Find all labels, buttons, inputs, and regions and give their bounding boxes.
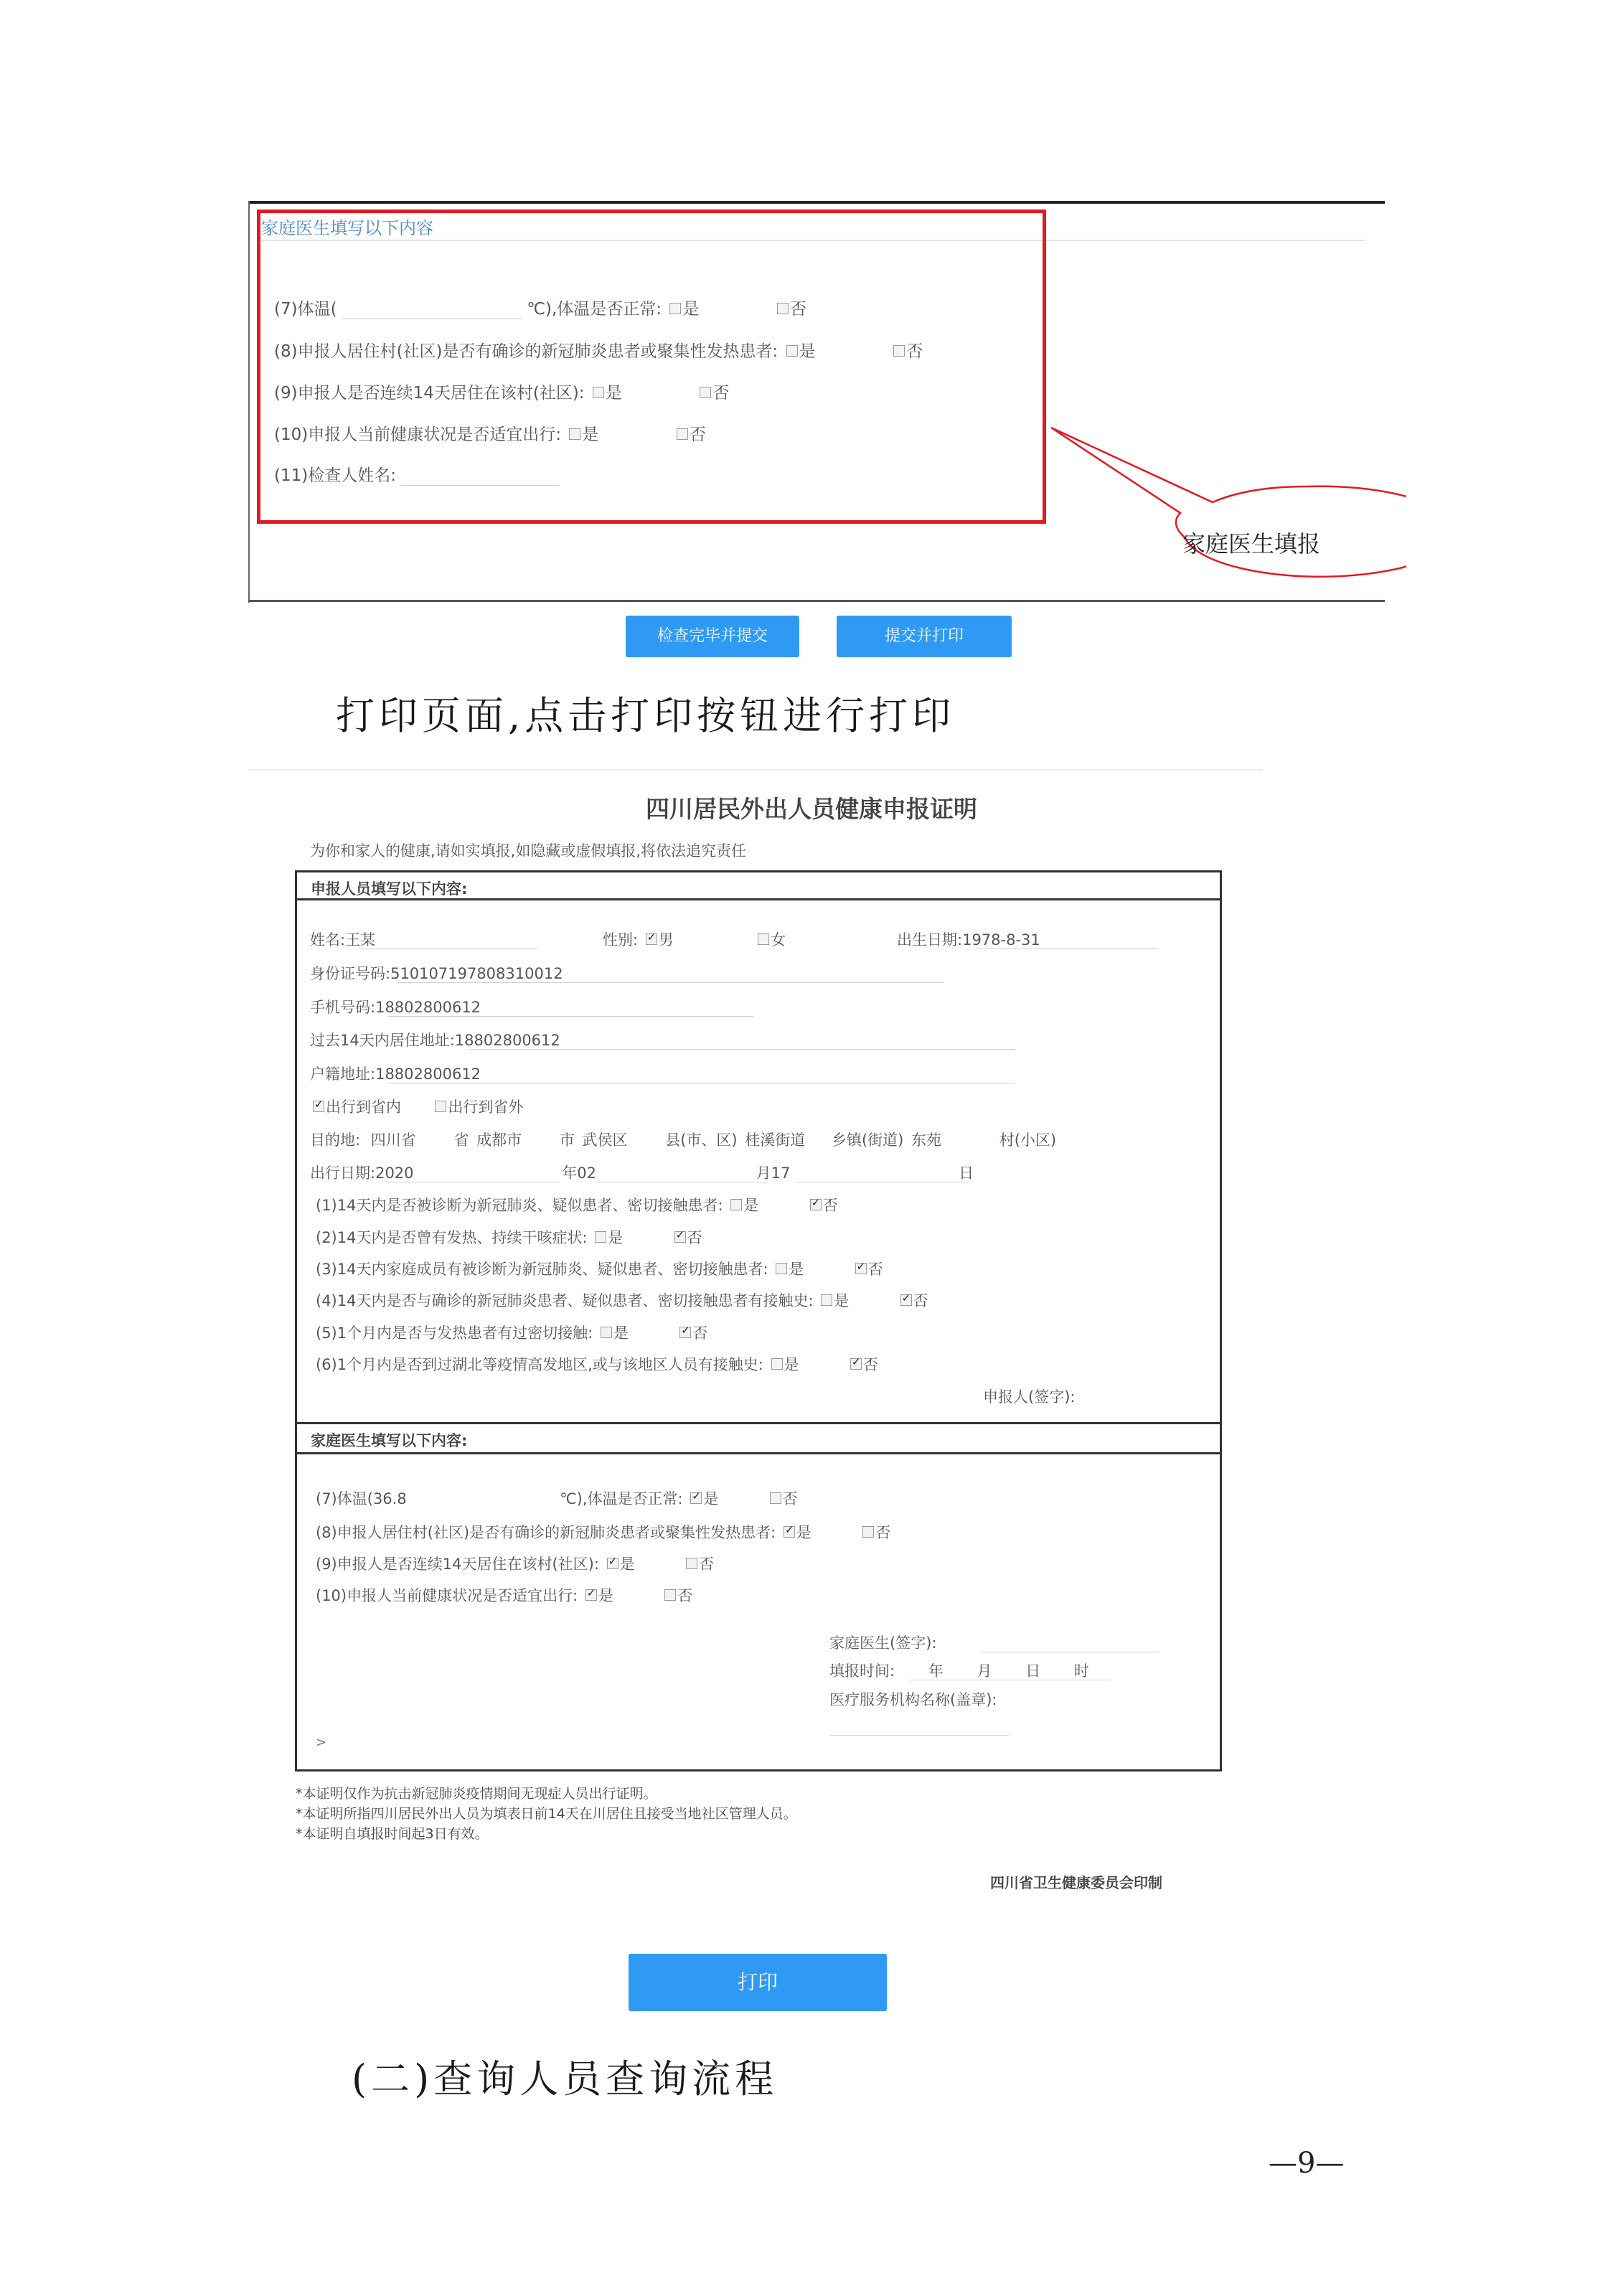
female-checkbox[interactable] [758,933,769,945]
fill-time: 填报时间: 年 月 日 时 [829,1662,1089,1680]
issuer-label: 四川省卫生健康委员会印制 [990,1874,1162,1891]
doctor-q8: (8)申报人居住村(社区)是否有确诊的新冠肺炎患者或聚集性发热患者: ✓ 是 否 [316,1521,890,1543]
doctor-section-header: 家庭医生填写以下内容: [295,1422,1222,1454]
address14-underline [470,1049,1015,1050]
male-checkbox[interactable] [646,933,657,945]
certificate-warning: 为你和家人的健康,请如实填报,如隐藏或虚假填报,将依法追究责任 [310,842,747,860]
doctor-q9: (9)申报人是否连续14天居住在该村(社区): ✓ 是 否 [316,1553,714,1574]
phone-value[interactable]: 18802800612 [375,999,481,1016]
q7-row: (7)体温( ℃),体温是否正常: 是 否 [274,300,806,319]
q2-no-checkbox[interactable] [674,1231,686,1243]
q6-yes-checkbox[interactable] [771,1358,783,1370]
address14-field: 过去14天内居住地址:18802800612 [310,1032,560,1049]
d8-no-checkbox[interactable] [862,1526,874,1538]
d10-no-checkbox[interactable] [664,1589,676,1601]
doctor-q7: (7)体温(36.8 ℃),体温是否正常: ✓ 是 否 [316,1487,798,1509]
callout-bubble [1033,416,1406,603]
dest-village-value[interactable]: 东苑 [911,1131,942,1149]
callout-text: 家庭医生填报 [1182,530,1321,557]
dest-city-value[interactable]: 成都市 [476,1131,522,1149]
id-value[interactable]: 510107197808310012 [390,965,563,982]
q6-no-checkbox[interactable] [850,1358,862,1370]
in-province-checkbox[interactable] [313,1101,324,1112]
q4-yes-checkbox[interactable] [821,1294,832,1306]
id-underline [398,982,944,983]
question-2: (2)14天内是否曾有发热、持续干咳症状: 是 ✓ 否 [316,1226,702,1248]
top-border [248,201,1385,204]
applicant-signature: 申报人(签字): [983,1388,1076,1406]
travel-date-field: 出行日期:2020 年02 月17 日 [310,1165,974,1182]
applicant-section-header: 申报人员填写以下内容: [295,870,1222,900]
left-border [248,201,250,603]
gender-field: 性别: ✓ 男 女 [603,928,786,950]
question-5: (5)1个月内是否与发热患者有过密切接触: 是 ✓ 否 [316,1322,707,1343]
question-4: (4)14天内是否与确诊的新冠肺炎患者、疑似患者、密切接触患者有接触史: 是 ✓ 否 [316,1289,928,1311]
q3-yes-checkbox[interactable] [776,1263,787,1274]
print-button[interactable]: 打印 [629,1954,887,2011]
certificate-top-divider [248,769,1263,771]
q9-row: (9)申报人是否连续14天居住在该村(社区): 是 否 [274,384,730,403]
section-title: 家庭医生填写以下内容 [261,218,433,238]
question-1: (1)14天内是否被诊断为新冠肺炎、疑似患者、密切接触患者: 是 ✓ 否 [316,1194,838,1215]
phone-underline [387,1016,753,1017]
highlight-box [257,210,1046,524]
d7-yes-checkbox[interactable] [690,1492,702,1504]
question-3: (3)14天内家庭成员有被诊断为新冠肺炎、疑似患者、密切接触患者: 是 ✓ 否 [316,1258,883,1279]
d10-yes-checkbox[interactable] [585,1589,597,1601]
name-value[interactable]: 王某 [345,931,376,949]
q8-row: (8)申报人居住村(社区)是否有确诊的新冠肺炎患者或聚集性发热患者: 是 否 [274,342,923,361]
q10-row: (10)申报人当前健康状况是否适宜出行: 是 否 [274,425,706,444]
date-year-value[interactable]: 2020 [375,1165,414,1182]
q5-no-checkbox[interactable] [679,1327,691,1338]
destination-field: 目的地: 四川省 省 成都市 市 武侯区 县(市、区) 桂溪街道 乡镇(街道) 东苑 村(小区) [310,1131,1057,1149]
expand-arrow-icon[interactable]: > [316,1735,327,1750]
birth-value[interactable]: 1978-8-31 [962,931,1040,949]
phone-field: 手机号码:18802800612 [310,999,481,1016]
out-province-checkbox[interactable] [435,1101,446,1112]
doctor-signature: 家庭医生(签字): [829,1634,937,1652]
dest-province-value[interactable]: 四川省 [370,1131,416,1149]
d8-yes-checkbox[interactable] [784,1526,795,1538]
household-field: 户籍地址:18802800612 [310,1065,481,1083]
q2-yes-checkbox[interactable] [595,1231,606,1243]
question-6: (6)1个月内是否到过湖北等疫情高发地区,或与该地区人员有接触史: 是 ✓ 否 [316,1353,878,1375]
birth-field: 出生日期:1978-8-31 [897,931,1040,949]
q11-row: (11)检查人姓名: [274,462,559,486]
note-1: *本证明仅作为抗击新冠肺炎疫情期间无现症人员出行证明。 [296,1786,657,1802]
q5-yes-checkbox[interactable] [601,1327,612,1338]
address14-value[interactable]: 18802800612 [454,1032,560,1049]
q1-no-checkbox[interactable] [810,1199,822,1210]
check-submit-button[interactable]: 检查完毕并提交 [626,616,799,657]
name-field: 姓名:王某 [310,931,376,949]
print-heading: 打印页面,点击打印按钮进行打印 [336,693,956,738]
d7-no-checkbox[interactable] [770,1492,781,1504]
d9-no-checkbox[interactable] [686,1558,697,1569]
id-field: 身份证号码:510107197808310012 [310,965,563,982]
d9-yes-checkbox[interactable] [607,1558,618,1569]
doctor-q10: (10)申报人当前健康状况是否适宜出行: ✓ 是 否 [316,1584,692,1606]
institution-underline [829,1735,1009,1736]
q3-no-checkbox[interactable] [855,1263,867,1274]
household-value[interactable]: 18802800612 [375,1065,481,1083]
dest-district-value[interactable]: 武侯区 [582,1131,628,1149]
query-heading: (二)查询人员查询流程 [352,2056,778,2102]
q4-no-checkbox[interactable] [900,1294,912,1306]
dest-town-value[interactable]: 桂溪街道 [745,1131,806,1149]
travel-scope-field: ✓出行到省内 出行到省外 [310,1096,523,1117]
submit-print-button[interactable]: 提交并打印 [837,616,1012,657]
q1-yes-checkbox[interactable] [730,1199,742,1210]
certificate-title: 四川居民外出人员健康申报证明 [646,795,977,823]
page-number: —9— [1269,2147,1345,2180]
note-2: *本证明所指四川居民外出人员为填表日前14天在川居住且接受当地社区管理人员。 [296,1806,797,1822]
institution-stamp: 医疗服务机构名称(盖章): [829,1691,997,1708]
note-3: *本证明自填报时间起3日有效。 [296,1826,489,1842]
